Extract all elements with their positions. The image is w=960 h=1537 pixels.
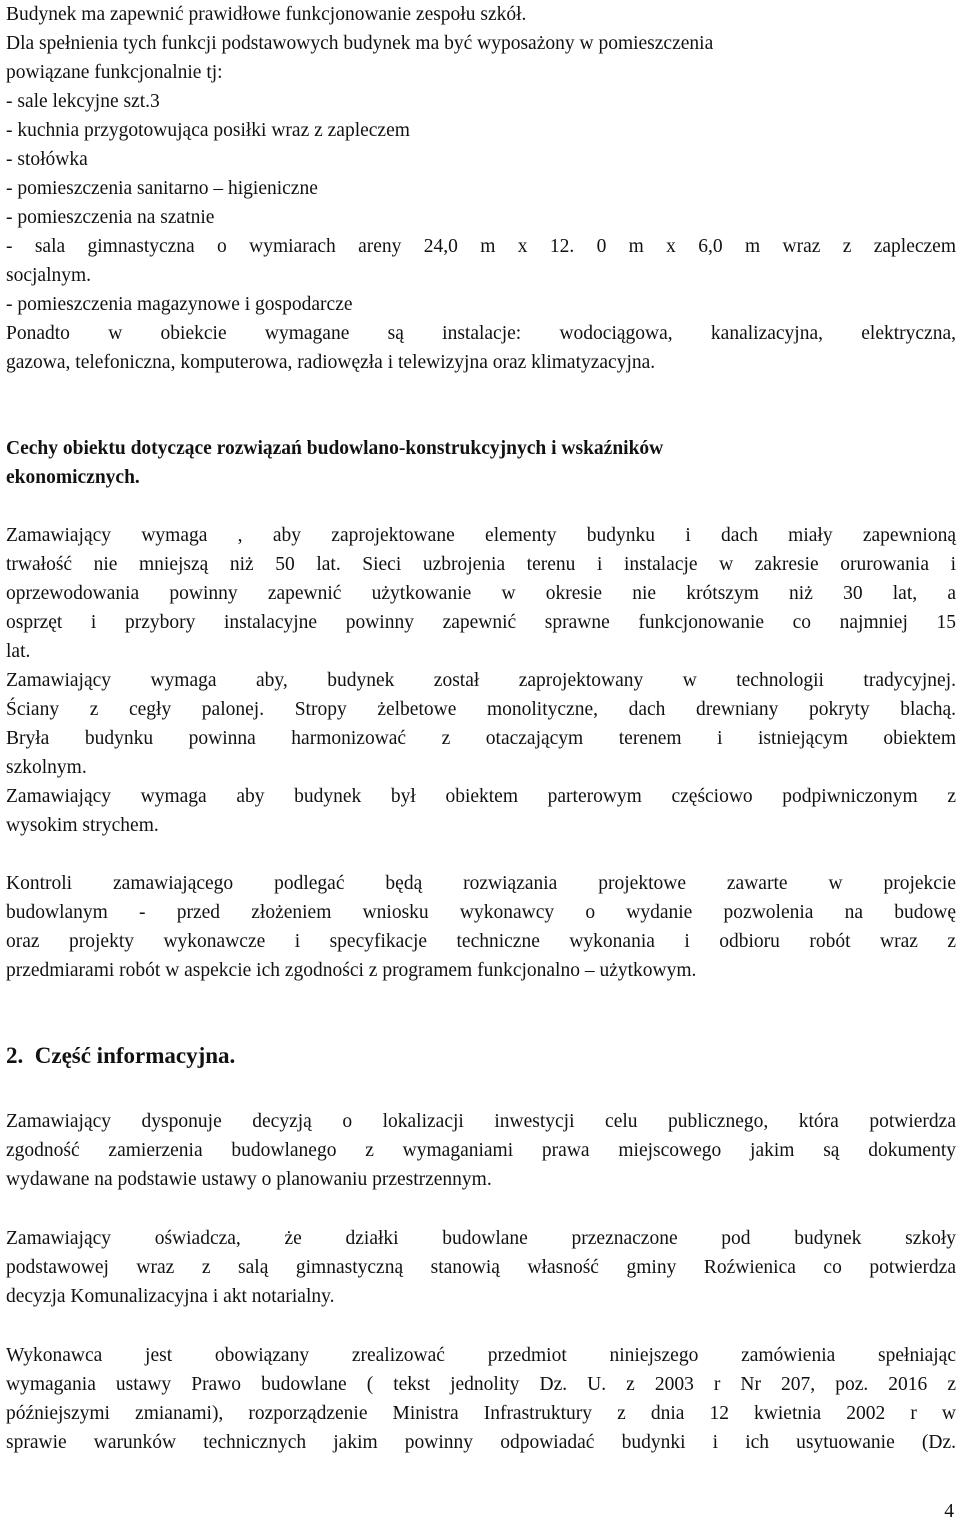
paragraph-line: oprzewodowania powinny zapewnić użytkowanie w okresie nie krótszym niż 30 lat, a (6, 583, 956, 604)
paragraph-line: zgodność zamierzenia budowlanego z wymaganiami prawa miejscowego jakim są dokumenty (6, 1140, 956, 1161)
paragraph-line: osprzęt i przybory instalacyjne powinny zapewnić sprawne funkcjonowanie co najmniej 15 (6, 612, 956, 633)
room-list-item: - pomieszczenia sanitarno – higieniczne (6, 178, 318, 199)
section-heading: Cechy obiektu dotyczące rozwiązań budowlano-konstrukcyjnych i wskaźników (6, 438, 664, 459)
installations-line: Ponadto w obiekcie wymagane są instalacje: wodociągowa, kanalizacyjna, elektryczna, (6, 323, 956, 344)
section-heading: ekonomicznych. (6, 467, 140, 488)
paragraph-line: trwałość nie mniejszą niż 50 lat. Sieci uzbrojenia terenu i instalacje w zakresie orurowania i (6, 554, 956, 575)
paragraph-line: wysokim strychem. (6, 815, 159, 836)
room-list-item: - sala gimnastyczna o wymiarach areny 24,0 m x 12. 0 m x 6,0 m wraz z zapleczem (6, 236, 956, 257)
paragraph-line: wydawane na podstawie ustawy o planowaniu przestrzennym. (6, 1169, 492, 1190)
room-list-item: - pomieszczenia na szatnie (6, 207, 215, 228)
paragraph-line: wymagania ustawy Prawo budowlane ( tekst jednolity Dz. U. z 2003 r Nr 207, poz. 2016 z (6, 1374, 956, 1395)
paragraph-line: Wykonawca jest obowiązany zrealizować przedmiot niniejszego zamówienia spełniając (6, 1345, 956, 1366)
paragraph-line: Zamawiający wymaga aby, budynek został zaprojektowany w technologii tradycyjnej. (6, 670, 956, 691)
intro-line: powiązane funkcjonalnie tj: (6, 62, 223, 83)
paragraph-line: Zamawiający dysponuje decyzją o lokalizacji inwestycji celu publicznego, która potwierdza (6, 1111, 956, 1132)
paragraph-line: szkolnym. (6, 757, 87, 778)
installations-line: gazowa, telefoniczna, komputerowa, radiowęzła i telewizyjna oraz klimatyzacyjna. (6, 352, 656, 373)
intro-line: Budynek ma zapewnić prawidłowe funkcjonowanie zespołu szkół. (6, 4, 527, 25)
paragraph-line: budowlanym - przed złożeniem wniosku wykonawcy o wydanie pozwolenia na budowę (6, 902, 956, 923)
paragraph-line: Zamawiający wymaga , aby zaprojektowane elementy budynku i dach miały zapewnioną (6, 525, 956, 546)
paragraph-line: oraz projekty wykonawcze i specyfikacje techniczne wykonania i odbioru robót wraz z (6, 931, 956, 952)
paragraph-line: Bryła budynku powinna harmonizować z otaczającym terenem i istniejącym obiektem (6, 728, 956, 749)
section-heading-part2: 2. Część informacyjna. (6, 1043, 236, 1068)
paragraph-line: sprawie warunków technicznych jakim powinny odpowiadać budynki i ich usytuowanie (Dz. (6, 1432, 956, 1453)
page-number: 4 (944, 1501, 954, 1522)
paragraph-line: Zamawiający wymaga aby budynek był obiektem parterowym częściowo podpiwniczonym z (6, 786, 956, 807)
paragraph-line: późniejszymi zmianami), rozporządzenie Ministra Infrastruktury z dnia 12 kwietnia 2002 r w (6, 1403, 956, 1424)
paragraph-line: przedmiarami robót w aspekcie ich zgodności z programem funkcjonalno – użytkowym. (6, 960, 697, 981)
paragraph-line: lat. (6, 641, 31, 662)
room-list-item: socjalnym. (6, 265, 92, 286)
paragraph-line: decyzja Komunalizacyjna i akt notarialny. (6, 1286, 335, 1307)
paragraph-line: Ściany z cegły palonej. Stropy żelbetowe monolityczne, dach drewniany pokryty blachą. (6, 699, 956, 720)
paragraph-line: podstawowej wraz z salą gimnastyczną stanowią własność gminy Roźwienica co potwierdza (6, 1257, 956, 1278)
paragraph-line: Kontroli zamawiającego podlegać będą rozwiązania projektowe zawarte w projekcie (6, 873, 956, 894)
room-list-item: - kuchnia przygotowująca posiłki wraz z zapleczem (6, 120, 410, 141)
paragraph-line: Zamawiający oświadcza, że działki budowlane przeznaczone pod budynek szkoły (6, 1228, 956, 1249)
room-list-item: - stołówka (6, 149, 88, 170)
room-list-item: - pomieszczenia magazynowe i gospodarcze (6, 294, 353, 315)
room-list-item: - sale lekcyjne szt.3 (6, 91, 160, 112)
intro-line: Dla spełnienia tych funkcji podstawowych budynek ma być wyposażony w pomieszczenia (6, 33, 714, 54)
